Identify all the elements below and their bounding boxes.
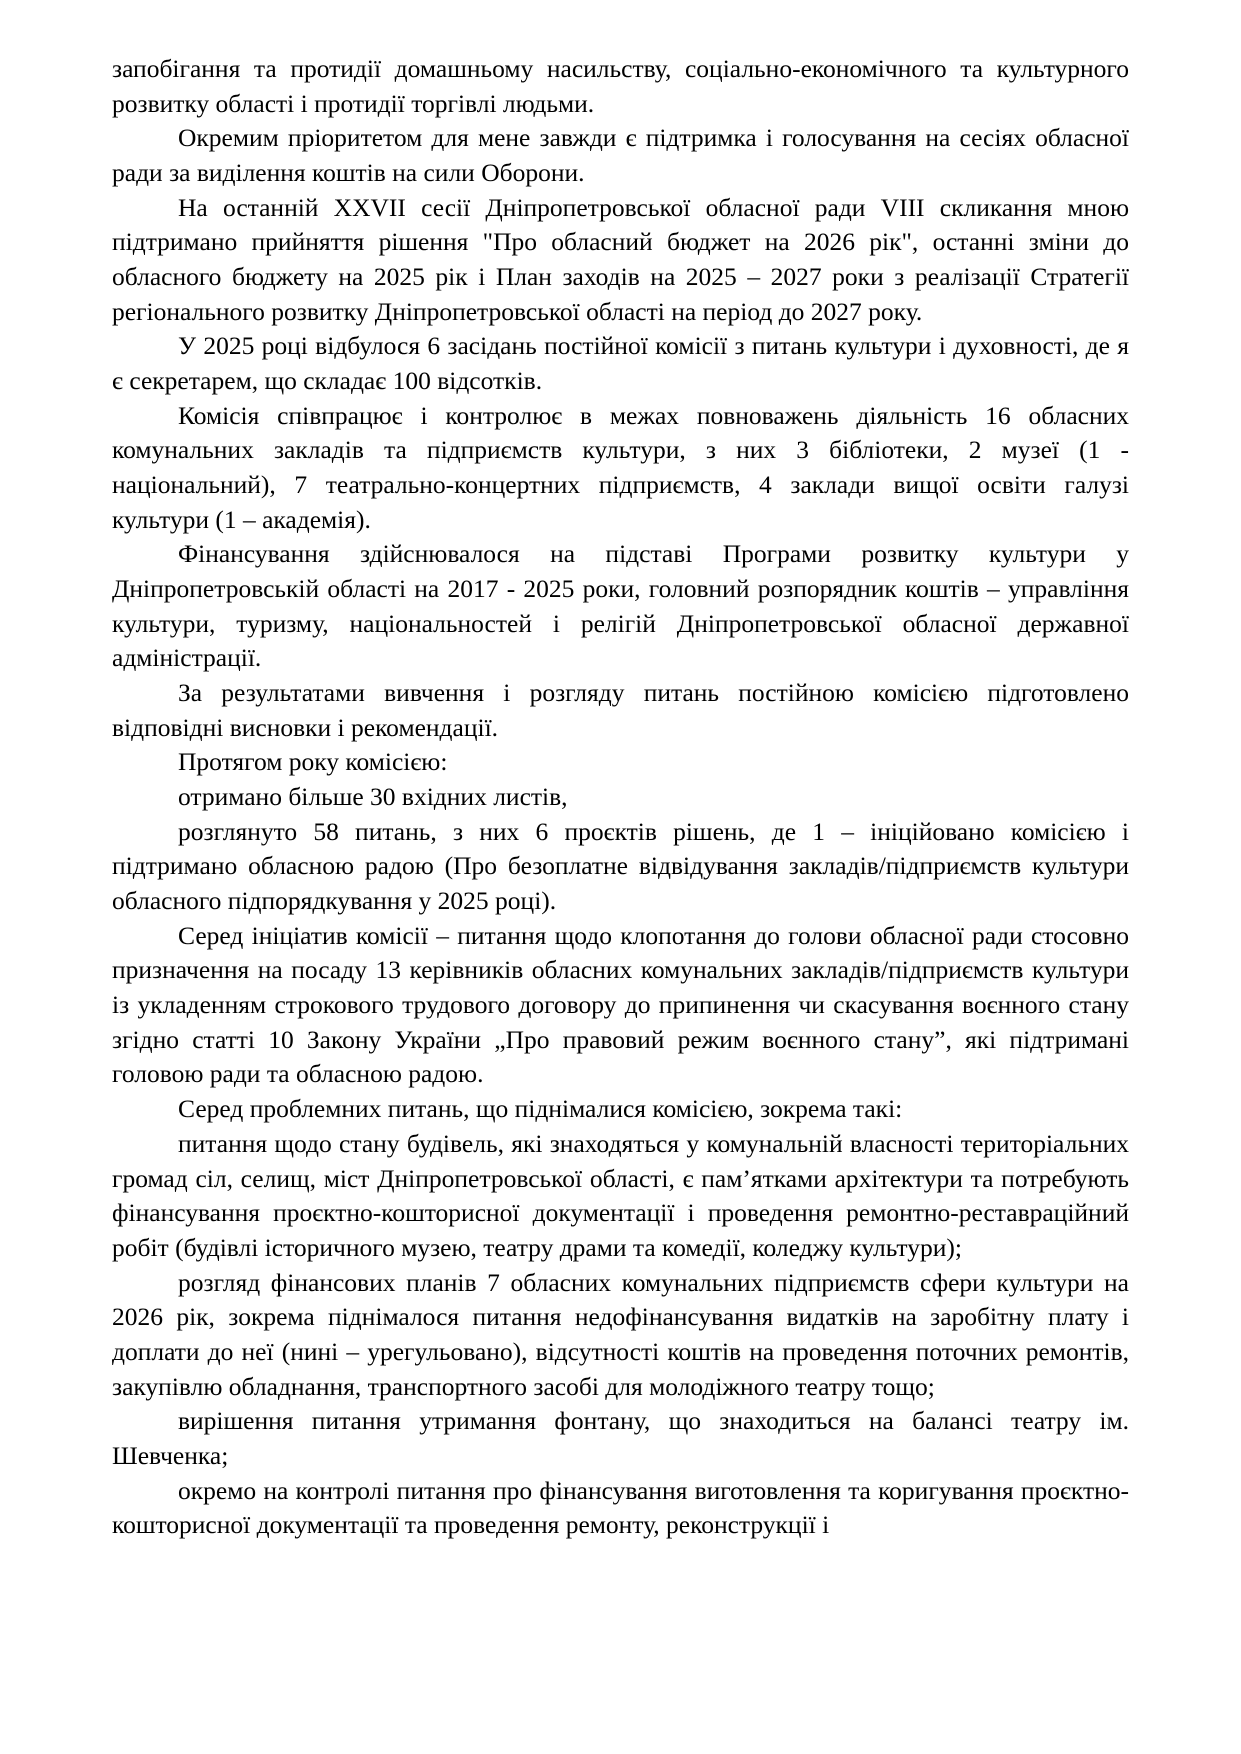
document-text-body xyxy=(112,52,1129,1543)
paragraph: розглянуто 58 питань, з них 6 проєктів рішень, де 1 – ініційовано комісією і підтримано обласною радою (Про безоплатне відвідування закладів/підприємств культури обласного підпорядкування у 2025 році). xyxy=(112,816,1129,916)
paragraph: питання щодо стану будівель, які знаходяться у комунальній власності територіальних громад сіл, селищ, міст Дніпропетровської області, є пам’ятками архітектури та потребують фінансування проєктно-кошторисної документації і проведення ремонтно-реставраційний робіт (будівлі історичного музею, театру драми та комедії, коледжу культури); xyxy=(112,1128,1129,1262)
paragraph: отримано більше 30 вхідних листів, xyxy=(178,782,568,812)
paragraph: Фінансування здійснювалося на підставі Програми розвитку культури у Дніпропетровській області на 2017 - 2025 роки, головний розпорядник коштів – управління культури, туризму, національностей і релігій Дніпропетровської обласної державної адміністрації. xyxy=(112,539,1129,673)
paragraph: Протягом року комісією: xyxy=(178,747,448,777)
paragraph: У 2025 році відбулося 6 засідань постійної комісії з питань культури і духовності, де я є секретарем, що складає 100 відсотків. xyxy=(112,331,1129,396)
paragraph: окремо на контролі питання про фінансування виготовлення та коригування проєктно-кошторисної документації та проведення ремонту, реконструкції і xyxy=(112,1475,1129,1540)
paragraph: Серед проблемних питань, що піднімалися комісією, зокрема такі: xyxy=(178,1094,903,1124)
paragraph: На останній XXVII сесії Дніпропетровської обласної ради VIII скликання мною підтримано прийняття рішення "Про обласний бюджет на 2026 рік", останні зміни до обласного бюджету на 2025 рік і План заходів на 2025 – 2027 роки з реалізації Стратегії регіонального розвитку Дніпропетровської області на період до 2027 року. xyxy=(112,192,1129,326)
paragraph: Окремим пріоритетом для мене завжди є підтримка і голосування на сесіях обласної ради за виділення коштів на сили Оборони. xyxy=(112,123,1129,188)
paragraph: запобігання та протидії домашньому насильству, соціально-економічного та культурного розвитку області і протидії торгівлі людьми. xyxy=(112,54,1129,118)
paragraph: Серед ініціатив комісії – питання щодо клопотання до голови обласної ради стосовно призначення на посаду 13 керівників обласних комунальних закладів/підприємств культури із укладенням строкового трудового договору до припинення чи скасування воєнного стану згідно статті 10 Закону України „Про правовий режим воєнного стану”, які підтримані головою ради та обласною радою. xyxy=(112,920,1129,1089)
paragraph: Комісія співпрацює і контролює в межах повноважень діяльність 16 обласних комунальних закладів та підприємств культури, з них 3 бібліотеки, 2 музеї (1 - національний), 7 театрально-концертних підприємств, 4 заклади вищої освіти галузі культури (1 – академія). xyxy=(112,400,1129,534)
paragraph: розгляд фінансових планів 7 обласних комунальних підприємств сфери культури на 2026 рік, зокрема піднімалося питання недофінансування видатків на заробітну плату і доплати до неї (нині – урегульовано), відсутності коштів на проведення поточних ремонтів, закупівлю обладнання, транспортного засобі для молодіжного театру тощо; xyxy=(112,1267,1129,1401)
paragraph: За результатами вивчення і розгляду питань постійною комісією підготовлено відповідні висновки і рекомендації. xyxy=(112,678,1129,742)
paragraph: вирішення питання утримання фонтану, що знаходиться на балансі театру ім. Шевченка; xyxy=(112,1406,1129,1470)
